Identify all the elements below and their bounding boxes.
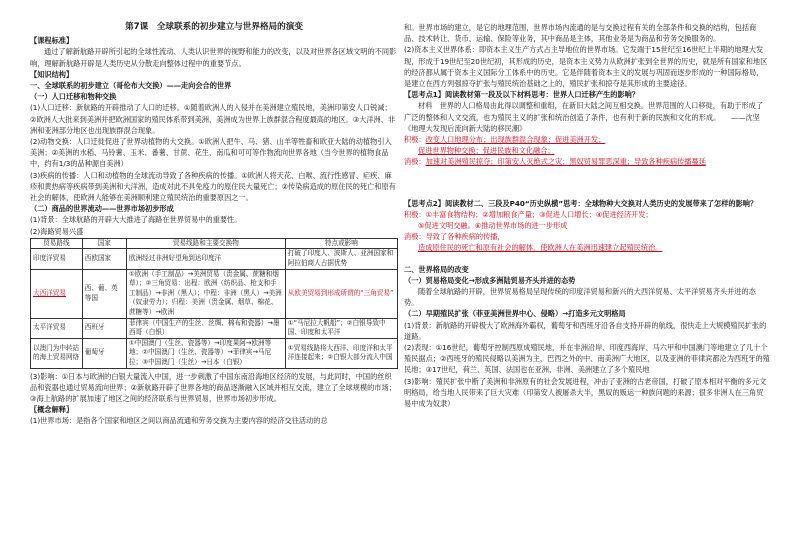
answer-negative [404, 156, 770, 167]
table-cell: 西班牙 [82, 318, 126, 338]
answer-positive-cont: 促进世界物种交换；促进民族和文化融合； [418, 146, 555, 156]
table-cell: 西、葡、英等国 [82, 269, 126, 318]
heading-2: （一）人口迁移和物种交换 [30, 92, 117, 102]
table-cell: 以澳门为中转站的海上贸易网络 [31, 338, 83, 368]
table-row [31, 338, 398, 368]
spacer [404, 254, 770, 264]
heading-2: （二）商品的世界流动——世界市场初步形成 [30, 204, 174, 214]
paragraph: (1)背景：全球航路的开辟大大推进了海路在世界贸易中的重要性。 [30, 215, 242, 225]
answer-negative: 消极：导致了各种疾病的传播， [404, 232, 505, 242]
table-cell: 印度洋贸易 [31, 249, 83, 269]
table-header-cell: 贸易线路和主要交换物 [126, 238, 285, 249]
paragraph: (2)动物交换：人口迁徙促进了世界动植物的大交换。①欧洲人把牛、马、猪、山羊等牲畜和欧亚大陆的动植物引入美洲；②美洲的水稻、马铃薯、玉米、番薯、甘蔗、花生、南瓜和可可等作物流向世界各地（当今世界的植物食品中，约有1/3的品种源自美洲） [30, 137, 392, 169]
paragraph: 和。世界市场的建立，是它的地理范围，世界市场内流通的是与交换过程有关的全部条件和交换的结构，包括商品、技术转让、货币、运输、保险等业务，其中商品是主体，其他业务是为商品和劳务交换服务的。 [404, 23, 757, 44]
right-column [404, 22, 770, 409]
section-heading: 〖概念解释〗 [30, 405, 74, 415]
table-header-cell: 贸易路线 [31, 238, 83, 249]
answer-text: 改变人口地理分布；出现族群混合现象；促进美洲开发； [425, 135, 606, 145]
section-heading: 【知识结构】 [30, 69, 74, 79]
heading-2: （二）早期殖民扩张（菲亚美洲世界中心、侵略）→打造多元文明格局 [404, 309, 626, 319]
paragraph: 通过了解新航路开辟所引起的全球性流动、人类认识世界的视野和能力的改变，以及对世界各区域文明的不同影响，理解新航路开辟是人类历史从分散走向整体过程中的重要节点。 [30, 47, 397, 68]
paragraph: 随着全球航路的开辟，世界贸易格局呈现传统的印度洋贸易和新兴的大西洋贸易、太平洋贸易齐头并进的态势。 [404, 287, 756, 308]
answer-text: 加速对美洲殖民掠夺；印第安人灭绝式之灾；黑奴贸易罪恶深重；导致各种疾病传播蔓延 [425, 157, 706, 167]
paragraph: (2)资本主义世界体系：即资本主义生产方式占主导地位的世界市场。它发端于15世纪至16世纪上半期的地理大发现，形成于19世纪至20世纪初，其形成的历史，是资本主义势力从欧洲扩张到全世界的历史，就是所有国家和地区的经济都从属于资本主义国际分工体系中的历史。它是伴随着资本主义的发展与巩固而逐步形成的一种国际格局，是建立在西方列强掠夺扩张与殖民统治基础之上的，殖民扩张和掠夺是其形成的主要途径。 [404, 45, 768, 89]
table-cell: 欧洲经过非洲好望角到达印度洋 [126, 249, 285, 269]
table-cell: 葡萄牙 [82, 338, 126, 368]
paragraph: (3)疾病的传播：人口和动植物的全球流动导致了各种疾病的传播。①欧洲人将天花、白喉、流行性感冒、疟疾、麻疹和黄热病等疾病带到美洲和大洋洲，造成对此不具免疫力的原住民大量死亡；②传染病造成的原住民的死亡和原有社会的解体，使欧洲人能够在美洲顺利建立殖民统治的重要原因之一。 [30, 170, 396, 203]
table-cell: ①“马尼拉大帆船”；②白银导致中国、印度和太平洋 [285, 318, 397, 338]
table-cell: 大西洋贸易 [31, 269, 83, 318]
paragraph: (1)背景：新航路的开辟极大了欧洲海外霸权，葡萄牙和西班牙沿各自支持开辟的航线，很快走上大规模殖民扩张的道路。 [404, 320, 767, 341]
table-cell: ①欧洲（手工制品）→美洲贸易（贵金属、蔗糖和烟草）；②三角贸易：出程：欧洲（纺织品、枪支和手工制品）→非洲（黑人）；中程：非洲（黑人）→美洲（奴隶劳力）；归程：美洲（贵金属、烟草、棉花、蔗糖等）→欧洲 [126, 269, 285, 318]
table-cell: 从欧美贸易到形成所谓的“三角贸易” [285, 269, 397, 318]
heading-1: 二、世界格局的改变 [404, 264, 469, 274]
thinking-point-1: 【思考点1】阅读教材第一段及以下材料思考：世界人口迁移产生的影响？ [404, 90, 640, 100]
table-row [31, 249, 398, 269]
table-cell: 西欧国家 [82, 249, 126, 269]
paragraph: (3)影响：殖民扩张中断了美洲和非洲原有的社会发展进程，冲击了亚洲的古老帝国，打破了原本相对平衡的多元文明格局，给当地人民带来了巨大灾难（印第安人被屠杀大半，黑奴的贩运一种族问题的来源；很多非洲人在三角贸易中成为奴隶） [404, 376, 767, 409]
answer-positive [404, 134, 770, 145]
answer-positive-cont: ⑤促进文明交融。⑥推动世界市场的进一步形成 [418, 221, 568, 231]
paragraph: (1)人口迁移：新航路的开辟推动了人口的迁移。①随着欧洲人的入侵并在美洲建立殖民地，美洲印第安人口锐减；②欧洲人大批来到美洲并把欧洲国家的殖民体系带到美洲，美洲成为世界上族群混合程度最高的地区。③大洋洲、非洲和亚洲部分地区也出现族群混合现象。 [30, 103, 396, 135]
table-header-cell: 特点或影响 [285, 238, 397, 249]
paragraph: (1)世界市场：是指各个国家和地区之间以商品流通和劳务交换为主要内容的经济交往活动的总 [30, 416, 328, 426]
table-cell: ①中国澳门（生丝、瓷器等）→印度果阿→欧洲等地；②中国澳门（生丝、瓷器等）→菲律宾→马尼拉；③中国澳门（生丝）→日本（白银） [126, 338, 285, 368]
answer-positive: 积极：①丰富食物结构；②增加粮食产量；③促进人口增长；④促进经济开发； [404, 209, 653, 219]
answer-label: 积极： [404, 135, 426, 145]
heading-1: 一、全球联系的初步建立（哥伦布大交换）——走向会合的世界 [30, 81, 232, 91]
table-row [31, 269, 398, 318]
material-quote: 材料 世界的人口格局由此得以调整和重组，在新旧大陆之间互相交换。世界范围的人口移徙，有助于形成了广泛的整体和人文交流，也为殖民主义的扩张和统治创造了条件，也有利于新的民族和文化的形成。 ——沈坚《地理大发现后流向新大陆的移民潮》 [404, 101, 764, 133]
answer-label: 消极： [404, 157, 426, 167]
section-heading: 【课程标准】 [30, 36, 74, 46]
table-cell: 太平洋贸易 [31, 318, 83, 338]
table-row [31, 318, 398, 338]
table-cell: 菲律宾（中国生产的生丝、丝绸、棉布和瓷器）→墨西哥（白银） [126, 318, 285, 338]
paragraph: (3)影响：①日本与欧洲的白银大量流入中国，进一步刺激了中国东南沿海地区经济的发展，与此同时，中国的丝织品和瓷器也通过贸易流向世界；②新航路开辟了世界各地的商品逐渐融入区域并相互交流，建立了全球规模的市场；③海上航路的扩展加速了地区之间的经济联系与世界贸易，世界市场初步形成。 [30, 371, 396, 403]
left-column [30, 22, 398, 427]
table-cell: ①贸易线路将大西洋、印度洋和太平洋连接起来；②白银大部分流入中国 [285, 338, 397, 368]
spacer [404, 168, 770, 198]
table-header-cell: 国家 [82, 238, 126, 249]
paragraph: (2)表现：①16世纪，葡萄牙控制西原成殖民地，并在非洲沿岸、印度西海岸、马六甲和中国澳门等地建立了几十个殖民据点；②西班牙的殖民侵略以美洲为主，巴西之外的中、南美洲广大地区，以及亚洲的菲律宾都沦为西班牙的殖民地；③17世纪，荷兰、英国、法国也在亚洲、非洲、美洲建立了多个殖民地 [404, 343, 770, 375]
answer-negative-cont: 造成原住民的死亡和原有社会的解体，使欧洲人在美洲迅速建立起殖民统治。 [418, 243, 663, 253]
table-cell: 打破了印度人、波斯人、亚洲国家和阿拉伯商人占据优势 [285, 249, 397, 269]
table-header-row [31, 238, 398, 249]
heading-2: （一）贸易格局变化→形成多洲陆贸易齐头并进的态势 [404, 275, 576, 285]
thinking-point-2: 【思考点2】阅读教材二、三段及P40“历史纵横”思考：全球物种大交换对人类历史的发展带来了怎样的影响？ [404, 198, 758, 208]
trade-table [30, 238, 398, 369]
lesson-title: 第7课 全球联系的初步建立与世界格局的演变 [125, 22, 303, 32]
paragraph: (2)海路贸易兴盛 [30, 226, 84, 236]
